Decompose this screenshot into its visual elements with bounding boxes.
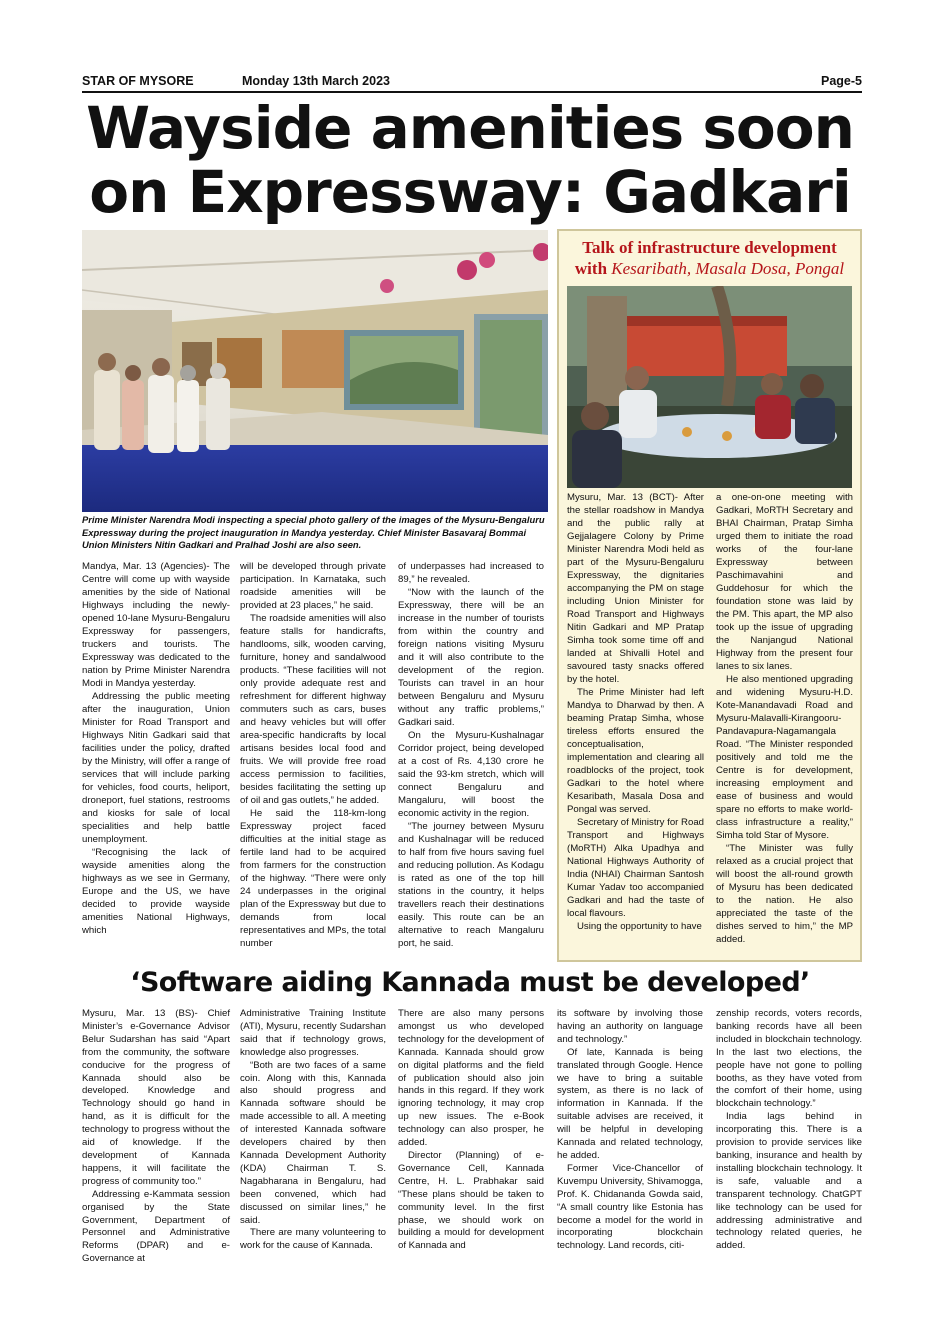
paragraph: of underpasses had increased to 89,” he revealed.	[398, 561, 544, 585]
paragraph: zenship records, voters records, banking records have all been included in blockchain technology. In the last two elections, the people have not gone to polling booths, as they have voted from the comfort of their home, using blockchain technology.”	[716, 1008, 862, 1110]
paragraph: will be developed through private participation. In Karnataka, such roadside amenities will be provided at 23 places,” he said.	[240, 561, 386, 611]
story2-column-3	[398, 1008, 544, 1253]
sidebar-box	[557, 229, 862, 962]
paragraph: “Now with the launch of the Expressway, there will be an increase in the number of tourists from within the country and foreign nations visiting Mysuru and it will also contribute to the development of the region. Tourists can travel in an hour between Bengaluru and Mysuru without any traffic problems,” Gadkari said.	[398, 587, 544, 728]
story1-column-3	[398, 560, 544, 950]
hotel-photo-illustration	[567, 286, 852, 488]
paragraph: Addressing the public meeting after the inauguration, Union Minister for Road Transport and Highways Nitin Gadkari said that facilities under the policy, drafted by the Ministry, will offer a range of services that will include parking for vehicles, food courts, heliport, droneport, fuel stations, restrooms and kiosks for sale of local specialities and help battle unemployment.	[82, 691, 230, 845]
paragraph: Mysuru, Mar. 13 (BS)- Chief Minister’s e-Governance Advisor Belur Sudarshan has said “Apart from the community, the software conducive for the progress of Kannada should also be developed. Knowledge and Technology should go hand in hand, as it is difficult for the technology to progress without the aid of knowledge. If the development of Kannada happens, it will facilitate the progress of community too.”	[82, 1008, 230, 1187]
story1-column-2	[240, 560, 386, 950]
paragraph: There are many volunteering to work for the cause of Kannada.	[240, 1227, 386, 1252]
paragraph: He also mentioned upgrading and widening Mysuru-H.D. Kote-Manandavadi Road and Mysuru-Malavalli-Kirangooru-Pandavapura-Nagamangala Road. “The Minister responded positively and told me the Centre is for development, increasing employment and ease of business and would spare no efforts to make world-class infrastructure a reality,” Simha told Star of Mysore.	[716, 674, 853, 841]
sidebar-title-foods: Kesaribath, Masala Dosa, Pongal	[611, 259, 845, 278]
sidebar-title-with: with	[574, 259, 608, 278]
sidebar-column-1	[567, 491, 704, 933]
paragraph: The roadside amenities will also feature stalls for handicrafts, handlooms, silk, wooden carving, furniture, honey and sandalwood products. “These facilities will not only provide adequate rest and refreshment for different highway commuters such as cars, buses and heavy vehicles but will offer area-specific handicrafts by local artisans besides local food and fruits. We will provide free road access permission to facilities, besides facilitating the setting up of oil and gas outlets,” he added.	[240, 613, 386, 806]
paper-name: STAR OF MYSORE	[82, 74, 194, 88]
paragraph: “The journey between Mysuru and Kushalnagar will be reduced to half from five hours saving fuel and reducing pollution. As Kodagu is rated as one of the top hill stations in the country, it helps travellers reach their destinations easily. This route can be an alternative to reach Mangaluru port, he said.	[398, 821, 544, 949]
story2-column-5	[716, 1008, 862, 1253]
paragraph: He said the 118-km-long Expressway project faced difficulties at the initial stage as fertile land had to be acquired from farmers for the construction of the highway. “There were only 24 underpasses in the original plan of the Expressway but due to demands from local representatives and MPs, the total number	[240, 808, 386, 949]
sidebar-title-line-1: Talk of infrastructure development	[582, 238, 837, 257]
story2-column-2	[240, 1008, 386, 1253]
sidebar-column-2	[716, 491, 853, 946]
paragraph: India lags behind in incorporating this. There is a provision to provide services like banking, insurance and health by installing blockchain technology. It is safe, valuable and a transparent technology. ChatGPT like technology can be used for addressing administrative and technology related queries, he added.	[716, 1111, 862, 1252]
story2-column-4	[557, 1008, 703, 1253]
paragraph: The Prime Minister had left Mandya to Dharwad by then. A beaming Pratap Simha, whose tireless efforts ensured the conceptualisation, implementation and clearing all roadblocks of the project, took Gadkari to the hotel where Kesaribath, Masala Dosa and Pongal was served.	[567, 687, 704, 815]
paragraph: On the Mysuru-Kushalnagar Corridor project, being developed at a cost of Rs. 4,130 crore he said the 93-km stretch, which will connect Bengaluru and Mangaluru, will boost the economic activity in the region.	[398, 730, 544, 819]
main-headline	[70, 96, 870, 224]
paragraph: Mandya, Mar. 13 (Agencies)- The Centre will come up with wayside amenities by the side of National Highways including the newly-opened 10-lane Mysuru-Bengaluru Expressway for passengers, truckers and tourists. The Expressway was dedicated to the nation by Prime Minister Narendra Modi in Mandya yesterday.	[82, 561, 230, 689]
story2-column-1	[82, 1008, 230, 1266]
paragraph: Of late, Kannada is being translated through Google. Hence we have to bring a suitable system, as there is no lack of information in Kannada. If the suitable advises are received, it will be helpful in developing Kannada and related technology, he added.	[557, 1046, 703, 1161]
paragraph: “Both are two faces of a same coin. Along with this, Kannada also should progress and Kannada software should be made accessible to all. A meeting of interested Kannada software developers chaired by then Kannada Development Authority (KDA) Chairman T. S. Nagabharana in Bengaluru, had been convened, which had discussed on similar lines,” he said.	[240, 1059, 386, 1226]
story1-column-1	[82, 560, 230, 937]
paragraph: Former Vice-Chancellor of Kuvempu University, Shivamogga, Prof. K. Chidananda Gowda said, “A small country like Estonia has become a model for the world in incorporating blockchain technology. Land records, citi-	[557, 1162, 703, 1252]
hotel-photo	[567, 286, 852, 488]
second-headline: ‘Software aiding Kannada must be developed’	[130, 967, 810, 998]
gallery-photo	[82, 230, 548, 512]
paragraph: Mysuru, Mar. 13 (BCT)- After the stellar roadshow in Mandya and the public rally at Gejjalagere Colony by Prime Minister Narendra Modi held as part of the Mysuru-Bengaluru Expressway, the dignitaries accompanying the PM on stage including Union Minister for Road Transport and Highways Nitin Gadkari and MP Pratap Simha took some time off and landed at Shivalli Hotel and savoured tasty snacks offered by the hotel.	[567, 492, 704, 685]
paragraph: a one-on-one meeting with Gadkari, MoRTH Secretary and BHAI Chairman, Pratap Simha urged them to initiate the road works of the four-lane Expressway between Paschimavahini and Guddehosur for which the foundation stone was laid by the PM. This apart, the MP also took up the issue of upgrading the Nanjangud National Highway from the present four lanes to six lanes.	[716, 492, 853, 672]
paragraph: “Recognising the lack of wayside amenities along the highways as we see in Germany, Europe and the US, we have decided to provide wayside amenities National Highways, which	[82, 847, 230, 936]
paragraph: There are also many persons amongst us who developed technology for the development of Kannada. Kannada should grow on digital platforms and the field of publication should also join hands in this regard. If they work ignoring technology, it may crop up new issues. The e-Book technology can also prosper, he added.	[398, 1008, 544, 1149]
paragraph: Director (Planning) of e-Governance Cell, Kannada Centre, H. L. Prabhakar said “These plans should be taken to community level. In the first phase, we should work on building a mould for development of Kannada and	[398, 1149, 544, 1252]
paragraph: its software by involving those having an authority on language and technology.”	[557, 1008, 703, 1045]
paragraph: “The Minister was fully relaxed as a crucial project that will boost the all-round growth of Mysuru has been dedicated to the nation. He also appreciated the taste of the dishes served to him,” the MP added.	[716, 843, 853, 945]
issue-date: Monday 13th March 2023	[242, 74, 390, 88]
paragraph: Administrative Training Institute (ATI), Mysuru, recently Sudarshan said that if technology grows, knowledge also progresses.	[240, 1008, 386, 1058]
headline-line-1: Wayside amenities soon	[86, 94, 854, 162]
sidebar-title	[559, 237, 860, 279]
page-number: Page-5	[821, 74, 862, 88]
photo-caption: Prime Minister Narendra Modi inspecting a special photo gallery of the images of the Mysuru-Bengaluru Expressway during the project inauguration in Mandya yesterday. Chief Minister Basavaraj Bommai Union Ministers Nitin Gadkari and Pralhad Joshi are also seen.	[82, 514, 545, 550]
headline-line-2: on Expressway: Gadkari	[89, 158, 851, 226]
paragraph: Addressing e-Kammata session organised by the State Government, Department of Personnel and Administrative Reforms (DPAR) and e-Governance at	[82, 1188, 230, 1265]
paragraph: Using the opportunity to have	[577, 921, 702, 932]
gallery-photo-illustration	[82, 230, 548, 512]
masthead-rule	[82, 91, 862, 93]
paragraph: Secretary of Ministry for Road Transport and Highways (MoRTH) Alka Upadhya and National Highways Authority of India (NHAI) Chairman Santosh Kumar Yadav too accompanied Gadkari and had the taste of local flavours.	[567, 817, 704, 919]
masthead	[82, 74, 862, 92]
